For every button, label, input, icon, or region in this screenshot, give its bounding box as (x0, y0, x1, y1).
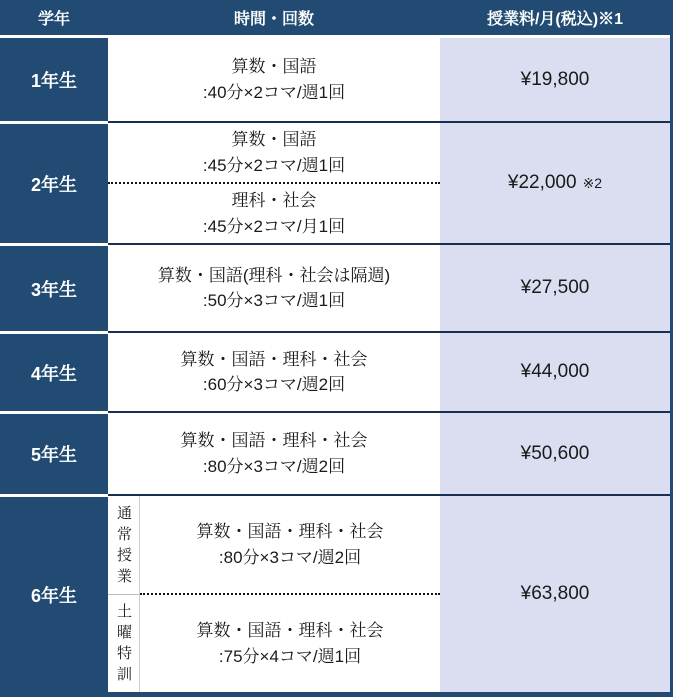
time-cell (108, 411, 440, 494)
time-cell (108, 35, 440, 121)
session (108, 184, 440, 243)
session-schedule: :80分×3コマ/週2回 (202, 456, 346, 476)
session-schedule: :60分×3コマ/週2回 (202, 375, 346, 394)
session-type-saturday: 土曜特訓 (115, 603, 132, 688)
session (140, 496, 440, 595)
time-cell (108, 243, 440, 331)
session (108, 38, 440, 121)
time-cell (108, 331, 440, 411)
table-row-grade5 (0, 411, 670, 494)
session-subjects: 算数・国語・理科・社会 (196, 621, 384, 640)
grade-label: 2年生 (0, 121, 108, 243)
session (108, 245, 440, 331)
session-subjects: 算数・国語・理科・社会 (180, 431, 368, 450)
table-row-grade3 (0, 243, 670, 331)
session-schedule: :45分×2コマ/月1回 (202, 216, 346, 236)
grade-label: 4年生 (0, 331, 108, 411)
session-subjects: 算数・国語(理科・社会は隔週) (157, 265, 391, 285)
session-content (140, 496, 440, 692)
session-subjects: 算数・国語・理科・社会 (196, 522, 384, 541)
session-type-labels (108, 496, 140, 692)
header-time-frequency: 時間・回数 (233, 11, 314, 28)
table-row-grade4 (0, 331, 670, 411)
price-value: ¥50,600 (520, 442, 590, 464)
session-schedule: :40分×2コマ/週1回 (202, 82, 346, 102)
header-grade: 学年 (37, 11, 70, 28)
price-cell (440, 35, 670, 121)
grade-label: 5年生 (0, 411, 108, 494)
price-value: ¥63,800 (520, 583, 590, 604)
price-value: ¥19,800 (520, 68, 590, 90)
table-row-grade6 (0, 494, 670, 692)
session (140, 595, 440, 692)
price-cell (440, 494, 670, 692)
time-cell (108, 494, 440, 692)
price-value: ¥44,000 (520, 361, 590, 382)
session-subjects: 算数・国語 (231, 130, 317, 149)
price-note: ※2 (582, 174, 603, 191)
price-value: ¥27,500 (520, 277, 590, 298)
session-schedule: :50分×3コマ/週1回 (202, 291, 346, 310)
price-cell (440, 243, 670, 331)
table-row-grade2 (0, 121, 670, 243)
session-subjects: 算数・国語 (231, 57, 317, 76)
price-cell (440, 331, 670, 411)
session-subjects: 算数・国語・理科・社会 (180, 349, 368, 369)
session-schedule: :80分×3コマ/週2回 (218, 547, 362, 567)
session (108, 333, 440, 411)
grade-label: 1年生 (0, 35, 108, 121)
session-type-regular: 通常授業 (108, 496, 139, 595)
time-cell (108, 121, 440, 243)
price-cell (440, 411, 670, 494)
price-cell (440, 121, 670, 243)
session-schedule: :75分×4コマ/週1回 (218, 646, 362, 666)
grade-label: 3年生 (0, 243, 108, 331)
table-header-row (0, 0, 670, 35)
session (108, 123, 440, 184)
price-value: ¥22,000 (507, 172, 577, 193)
header-tuition: 授業料/月(税込)※1 (486, 11, 623, 28)
session-schedule: :45分×2コマ/週1回 (202, 155, 346, 175)
grade-label: 6年生 (0, 494, 108, 692)
table-row-grade1 (0, 35, 670, 121)
session-subjects: 理科・社会 (231, 191, 317, 210)
session (108, 413, 440, 494)
